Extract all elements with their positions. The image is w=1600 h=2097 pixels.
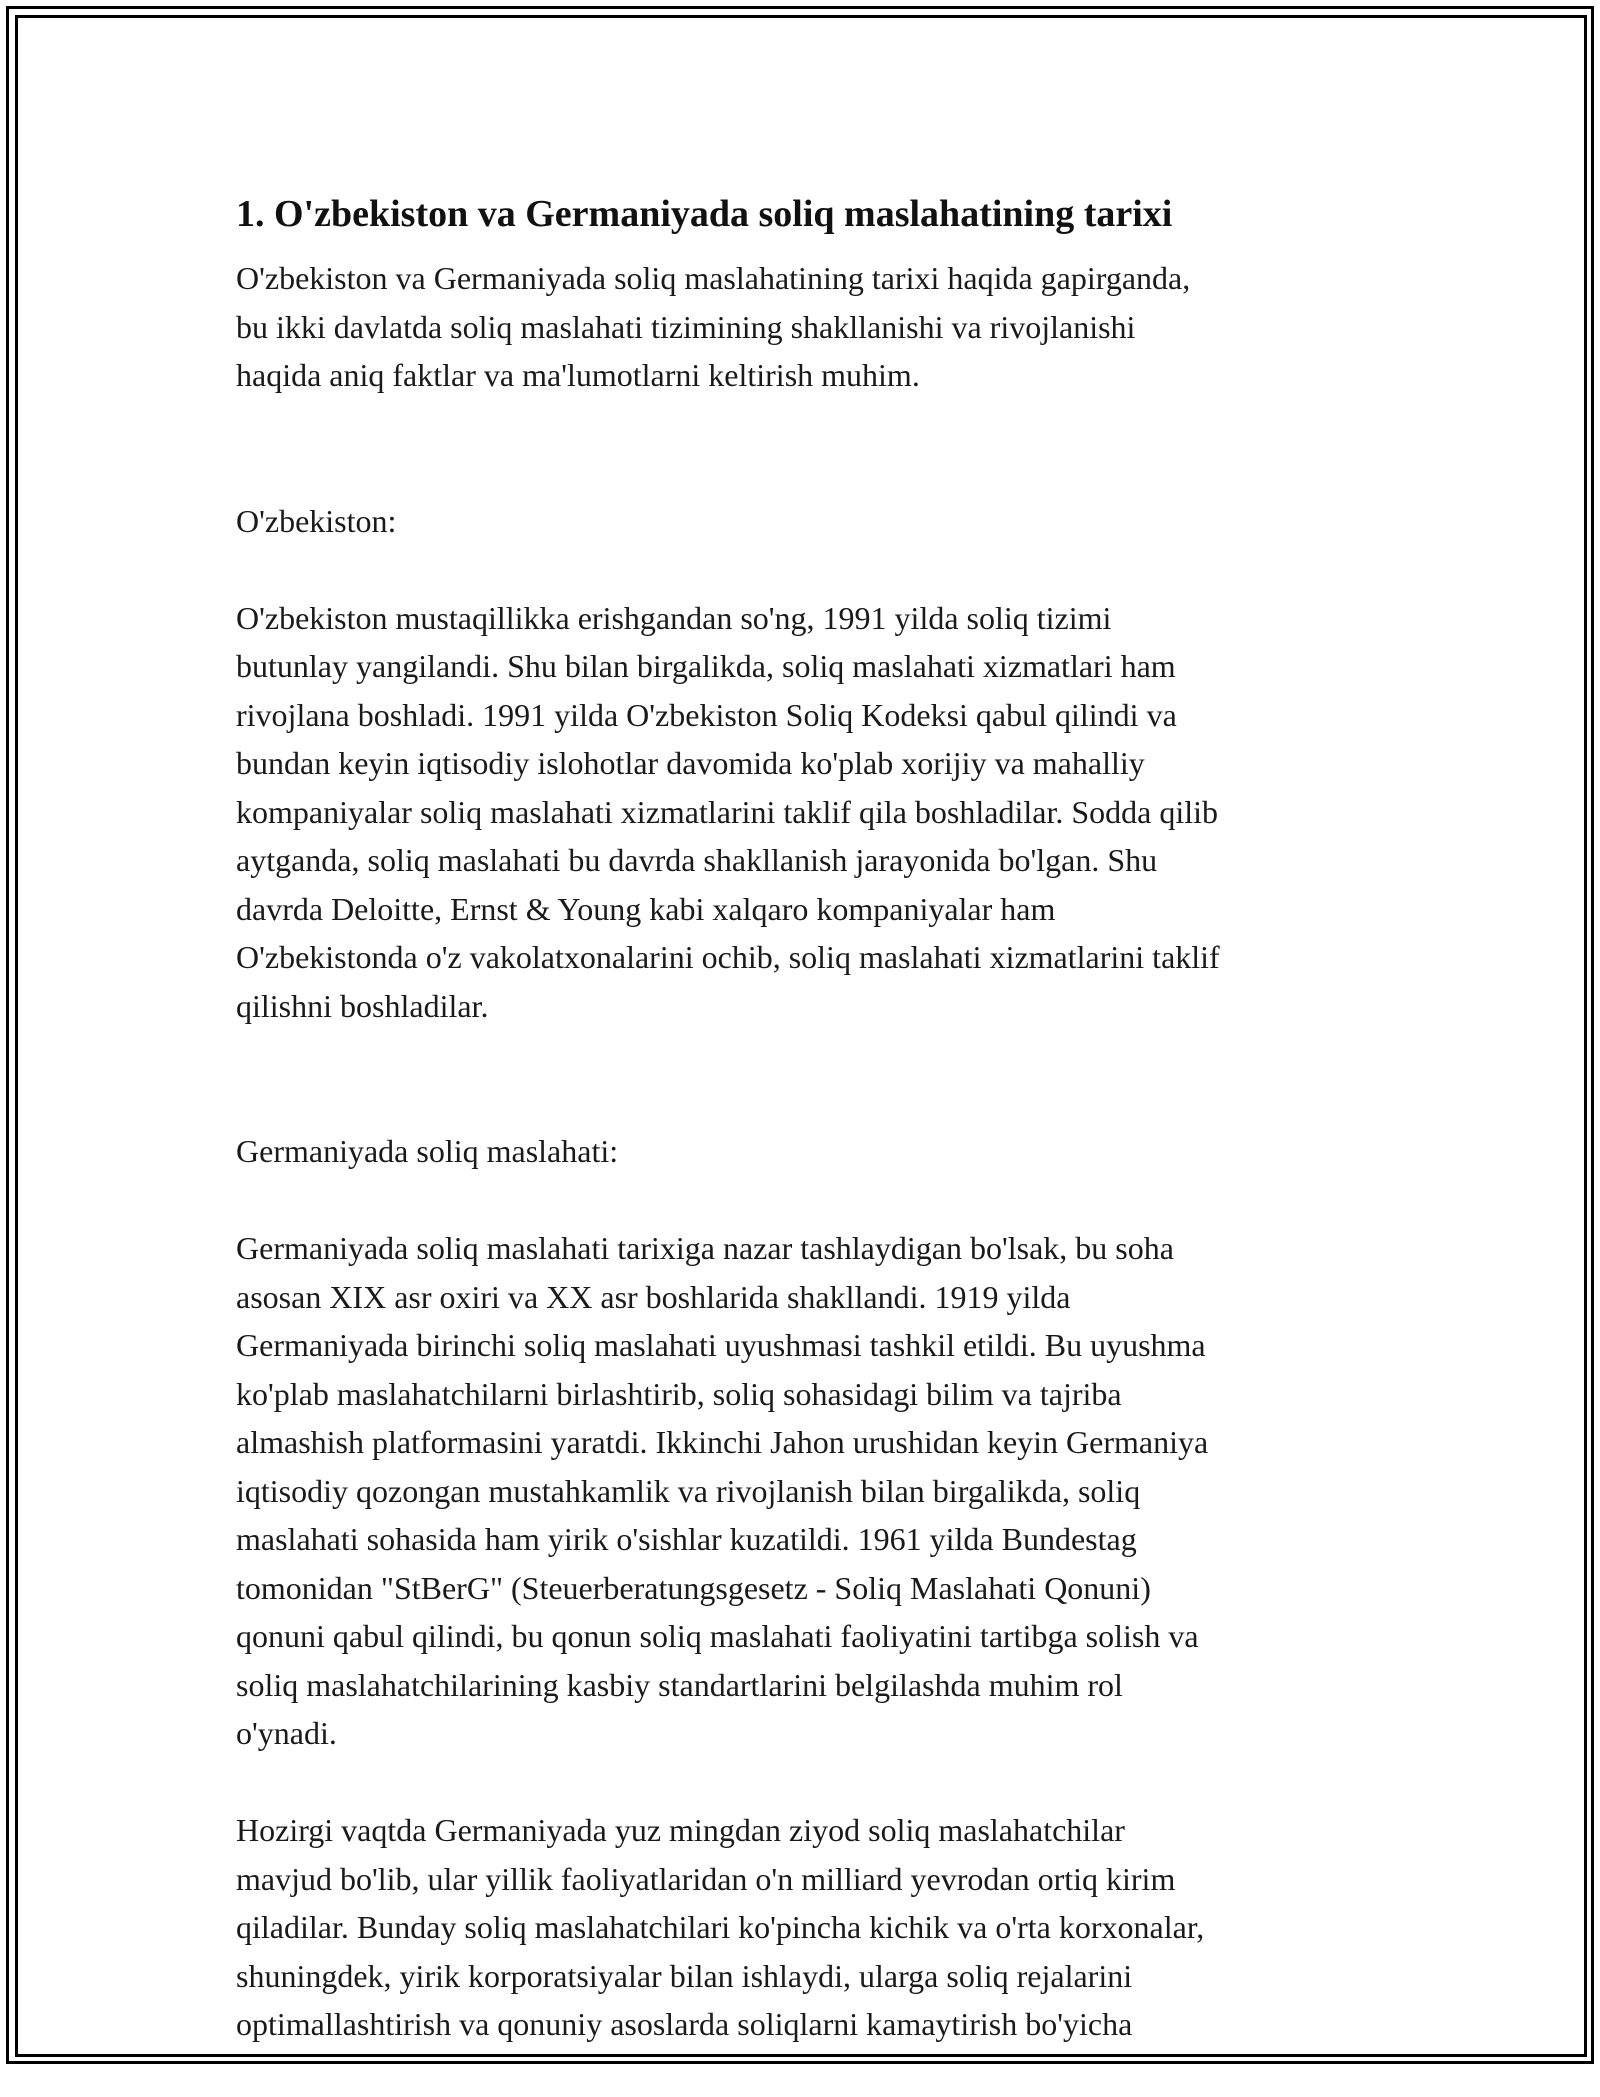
- document-page: [236, 186, 1376, 2097]
- section-heading: 1. O'zbekiston va Germaniyada soliq maslahatining tarixi: [236, 193, 1173, 235]
- current-paragraph: Hozirgi vaqtda Germaniyada yuz mingdan ziyod soliq maslahatchilar mavjud bo'lib, ular yillik faoliyatlaridan o'n milliard yevrodan ortiq kirim qiladilar. Bunday soliq maslahatchilari ko'pincha kichik va o'rta korxonalar, shuningdek, yirik korporatsiyalar bilan ishlaydi, ularga soliq rejalarini optimallashtirish va qonuniy asoslarda soliqlarni kamaytirish bo'yicha: [236, 1812, 1205, 2042]
- germany-label: Germaniyada soliq maslahati:: [236, 1133, 619, 1169]
- uzbekistan-label: O'zbekiston:: [236, 502, 397, 539]
- uzbekistan-section: [236, 448, 1376, 1030]
- uzbekistan-paragraph: O'zbekiston mustaqillikka erishgandan so'ng, 1991 yilda soliq tizimi butunlay yangilandi. Shu bilan birgalikda, soliq maslahati xizmatlari ham rivojlana boshladi. 1991 yilda O'zbekiston Soliq Kodeksi qabul qilindi va bundan keyin iqtisodiy islohotlar davomida ko'plab xorijiy va mahalliy kompaniyalar soliq maslahati xizmatlarini taklif qila boshladilar. Sodda qilib aytganda, soliq maslahati bu davrda shakllanish jarayonida bo'lgan. Shu davrda Deloitte, Ernst & Young kabi xalqaro kompaniyalar ham O'zbekistonda o'z vakolatxonalarini ochib, soliq maslahati xizmatlarini taklif qilishni boshladilar.: [236, 599, 1220, 1024]
- germany-section: [236, 1079, 1376, 1758]
- germany-paragraph: Germaniyada soliq maslahati tarixiga nazar tashlaydigan bo'lsak, bu soha asosan XIX asr oxiri va XX asr boshlarida shakllandi. 1919 yilda Germaniyada birinchi soliq maslahati uyushmasi tashkil etildi. Bu uyushma ko'plab maslahatchilarni birlashtirib, soliq sohasidagi bilim va tajriba almashish platformasini yaratdi. Ikkinchi Jahon urushidan keyin Germaniya iqtisodiy qozongan mustahkamlik va rivojlanish bilan birgalikda, soliq maslahati sohasida ham yirik o'sishlar kuzatildi. 1961 yilda Bundestag tomonidan "StBerG" (Steuerberatungsgesetz - Soliq Maslahati Qonuni) qonuni qabul qilindi, bu qonun soliq maslahati faoliyatini tartibga solish va soliq maslahatchilarining kasbiy standartlarini belgilashda muhim rol o'ynadi.: [236, 1230, 1209, 1751]
- intro-paragraph: O'zbekiston va Germaniyada soliq maslahatining tarixi haqida gapirganda, bu ikki davlatda soliq maslahati tizimining shakllanishi va rivojlanishi haqida aniq faktlar va ma'lumotlarni keltirish muhim.: [236, 260, 1191, 393]
